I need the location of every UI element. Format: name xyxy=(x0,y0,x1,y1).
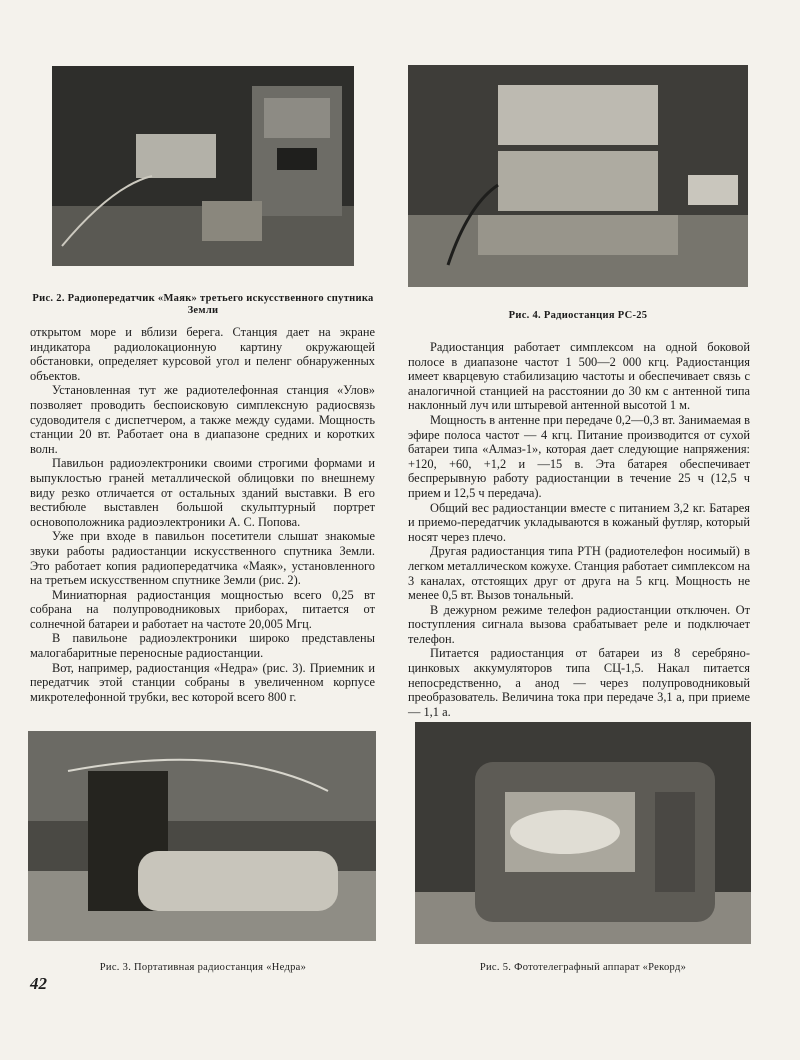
paragraph: В дежурном режиме телефон радиостанции отключен. От поступления сигнала вызова срабатывает реле и подключает телефон. xyxy=(408,602,750,646)
figure-3-caption: Рис. 3. Портативная радиостанция «Недра» xyxy=(99,962,307,973)
paragraph: Уже при входе в павильон посетители слышат знакомые звуки работы радиостанции искусственного спутника Земли. Это работает копия радиопередатчика «Маяк», установленного на третьем искусственном спутнике Земли (рис. 2). xyxy=(30,529,375,588)
paragraph: Радиостанция работает симплексом на одной боковой полосе в диапазоне частот 1 500—2 000 кгц. Радиостанция имеет кварцевую стабилизацию частоты и обеспечивает связь с аналогичной станцией на расстоянии до 30 км с антенной типа наклонный луч или штыревой антенной высотой 1 м. xyxy=(408,340,750,413)
figure-5-photo xyxy=(415,722,751,944)
paragraph: Общий вес радиостанции вместе с питанием 3,2 кг. Батарея и приемо-передатчик укладываются в кожаный футляр, который носят через плечо. xyxy=(408,500,750,544)
figure-4-photo xyxy=(408,65,748,287)
paragraph: Питается радиостанция от батареи из 8 серебряно-цинковых аккумуляторов типа СЦ-1,5. Накал питается непосредственно, а анод — через полупроводниковый преобразователь. Величина тока при передаче 3,1 а, при приеме — 1,1 а. xyxy=(408,646,750,719)
paragraph: Миниатюрная радиостанция мощностью всего 0,25 вт собрана на полупроводниковых приборах, питается от солнечной батареи и работает на частоте 20,005 Мгц. xyxy=(30,587,375,631)
paragraph: Мощность в антенне при передаче 0,2—0,3 вт. Занимаемая в эфире полоса частот — 4 кгц. Питание производится от сухой батареи типа «Алмаз-1», которая дает следующие напряжения: +120, +60, +1,2 и —15 в. Эта батарея обеспечивает беспрерывную работу радиостанции в течение 25 ч (12,5 ч прием и 12,5 ч передача). xyxy=(408,412,750,500)
figure-4-caption: Рис. 4. Радиостанция РС-25 xyxy=(508,310,648,321)
left-text-column xyxy=(30,325,375,704)
right-text-column xyxy=(408,340,750,719)
paragraph: В павильоне радиоэлектроники широко представлены малогабаритные переносные радиостанции. xyxy=(30,631,375,661)
paragraph: открытом море и вблизи берега. Станция дает на экране индикатора радиолокационную картину окружающей обстановки, определяет курсовой угол и пеленг обнаруженных объектов. xyxy=(30,325,375,383)
figure-2-photo xyxy=(52,66,354,266)
figure-2-caption: Рис. 2. Радиопередатчик «Маяк» третьего искусственного спутника Земли xyxy=(32,293,374,316)
paragraph: Вот, например, радиостанция «Недра» (рис. 3). Приемник и передатчик этой станции собраны в увеличенном корпусе микротелефонной трубки, вес которой всего 800 г. xyxy=(30,660,375,704)
paragraph: Павильон радиоэлектроники своими строгими формами и выпуклостью граней металлической облицовки по внешнему виду резко отличается от остальных зданий выставки. В его вестибюле выставлен большой скульптурный портрет основоположника радиоэлектроники А. С. Попова. xyxy=(30,456,375,529)
paragraph: Установленная тут же радиотелефонная станция «Улов» позволяет проводить беспоисковую симплексную радиосвязь судоводителя с диспетчером, а также между судами. Мощность станции 20 вт. Работает она в диапазоне средних и коротких волн. xyxy=(30,383,375,456)
figure-5-caption: Рис. 5. Фототелеграфный аппарат «Рекорд» xyxy=(479,962,687,973)
paragraph: Другая радиостанция типа РТН (радиотелефон носимый) в легком металлическом кожухе. Станция работает симплексом на 3 каналах, отстоящих друг от друга на 5 кгц. Мощность не менее 0,5 вт. Вызов тональный. xyxy=(408,544,750,603)
page-number: 42 xyxy=(30,974,47,993)
figure-3-photo xyxy=(28,731,376,941)
